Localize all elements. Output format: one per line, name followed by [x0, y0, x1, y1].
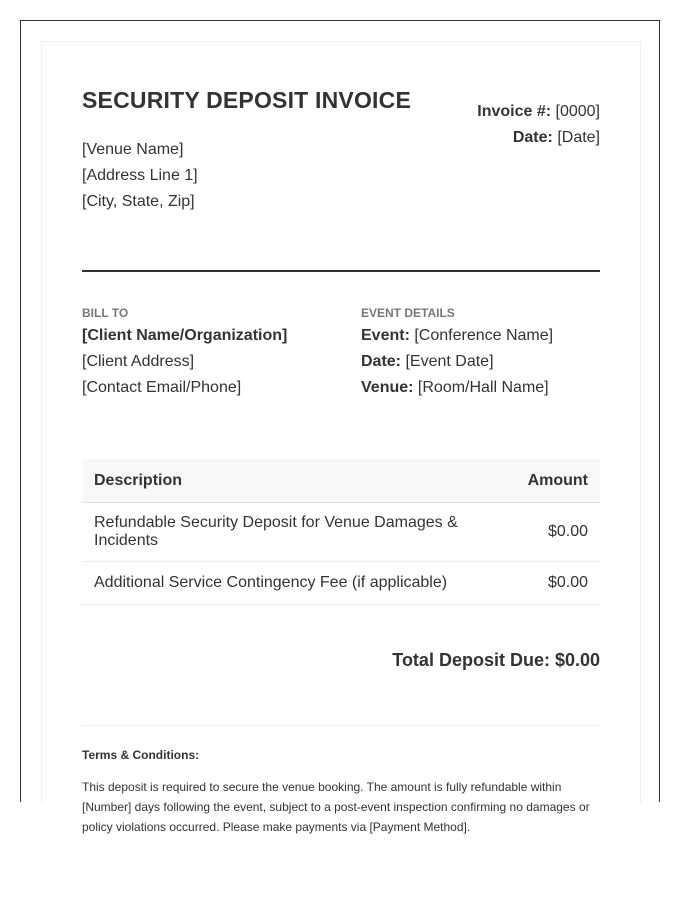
invoice-number-line [477, 99, 600, 125]
invoice-date-line [477, 125, 600, 151]
invoice-title: SECURITY DEPOSIT INVOICE [82, 87, 411, 113]
venue-city-state-zip: [City, State, Zip] [82, 193, 195, 210]
invoice-meta [477, 99, 600, 151]
event-label: Event: [361, 327, 410, 344]
event-venue-value: [Room/Hall Name] [417, 379, 549, 396]
total-deposit-due: Total Deposit Due: $0.00 [392, 650, 600, 670]
event-details-heading: EVENT DETAILS [361, 306, 455, 320]
client-contact: [Contact Email/Phone] [82, 379, 242, 396]
terms-title: Terms & Conditions: [82, 748, 200, 762]
event-date-label: Date: [361, 353, 402, 370]
invoice-number-label: Invoice #: [477, 103, 552, 120]
bill-to-column [82, 305, 287, 401]
event-date-value: [Event Date] [405, 353, 494, 370]
line-items-table [82, 459, 600, 605]
parties-section [82, 305, 600, 405]
venue-name: [Venue Name] [82, 141, 184, 158]
invoice-sheet [41, 41, 641, 834]
event-value: [Conference Name] [414, 327, 554, 344]
invoice-number-value: [0000] [555, 103, 600, 120]
table-row [82, 503, 600, 562]
event-line [361, 323, 553, 349]
column-header-amount: Amount [490, 459, 600, 503]
page-frame [20, 20, 660, 834]
invoice-date-label: Date: [512, 129, 553, 146]
header-divider [82, 270, 600, 272]
invoice-date-value: [Date] [557, 129, 600, 146]
line-item-amount: $0.00 [490, 562, 600, 605]
client-address: [Client Address] [82, 353, 195, 370]
line-item-description: Additional Service Contingency Fee (if applicable) [82, 562, 490, 605]
venue-address-line-1: [Address Line 1] [82, 167, 198, 184]
event-venue-label: Venue: [361, 379, 414, 396]
table-header-row [82, 459, 600, 503]
client-name: [Client Name/Organization] [82, 327, 288, 344]
table-row [82, 562, 600, 605]
terms-text: This deposit is required to secure the venue booking. The amount is fully refundable within [Number] days following the event, subject to a post-event inspection confirming no damages or policy violations occurred. Please make payments via [Payment Method]. [82, 780, 590, 834]
event-date-line [361, 349, 553, 375]
bill-to-heading: BILL TO [82, 306, 129, 320]
column-header-description: Description [82, 459, 490, 503]
line-item-description: Refundable Security Deposit for Venue Damages & Incidents [82, 503, 490, 562]
terms-divider [82, 725, 600, 726]
event-details-column [361, 305, 553, 401]
venue-address-block [82, 137, 198, 215]
line-item-amount: $0.00 [490, 503, 600, 562]
event-venue-line [361, 375, 553, 401]
